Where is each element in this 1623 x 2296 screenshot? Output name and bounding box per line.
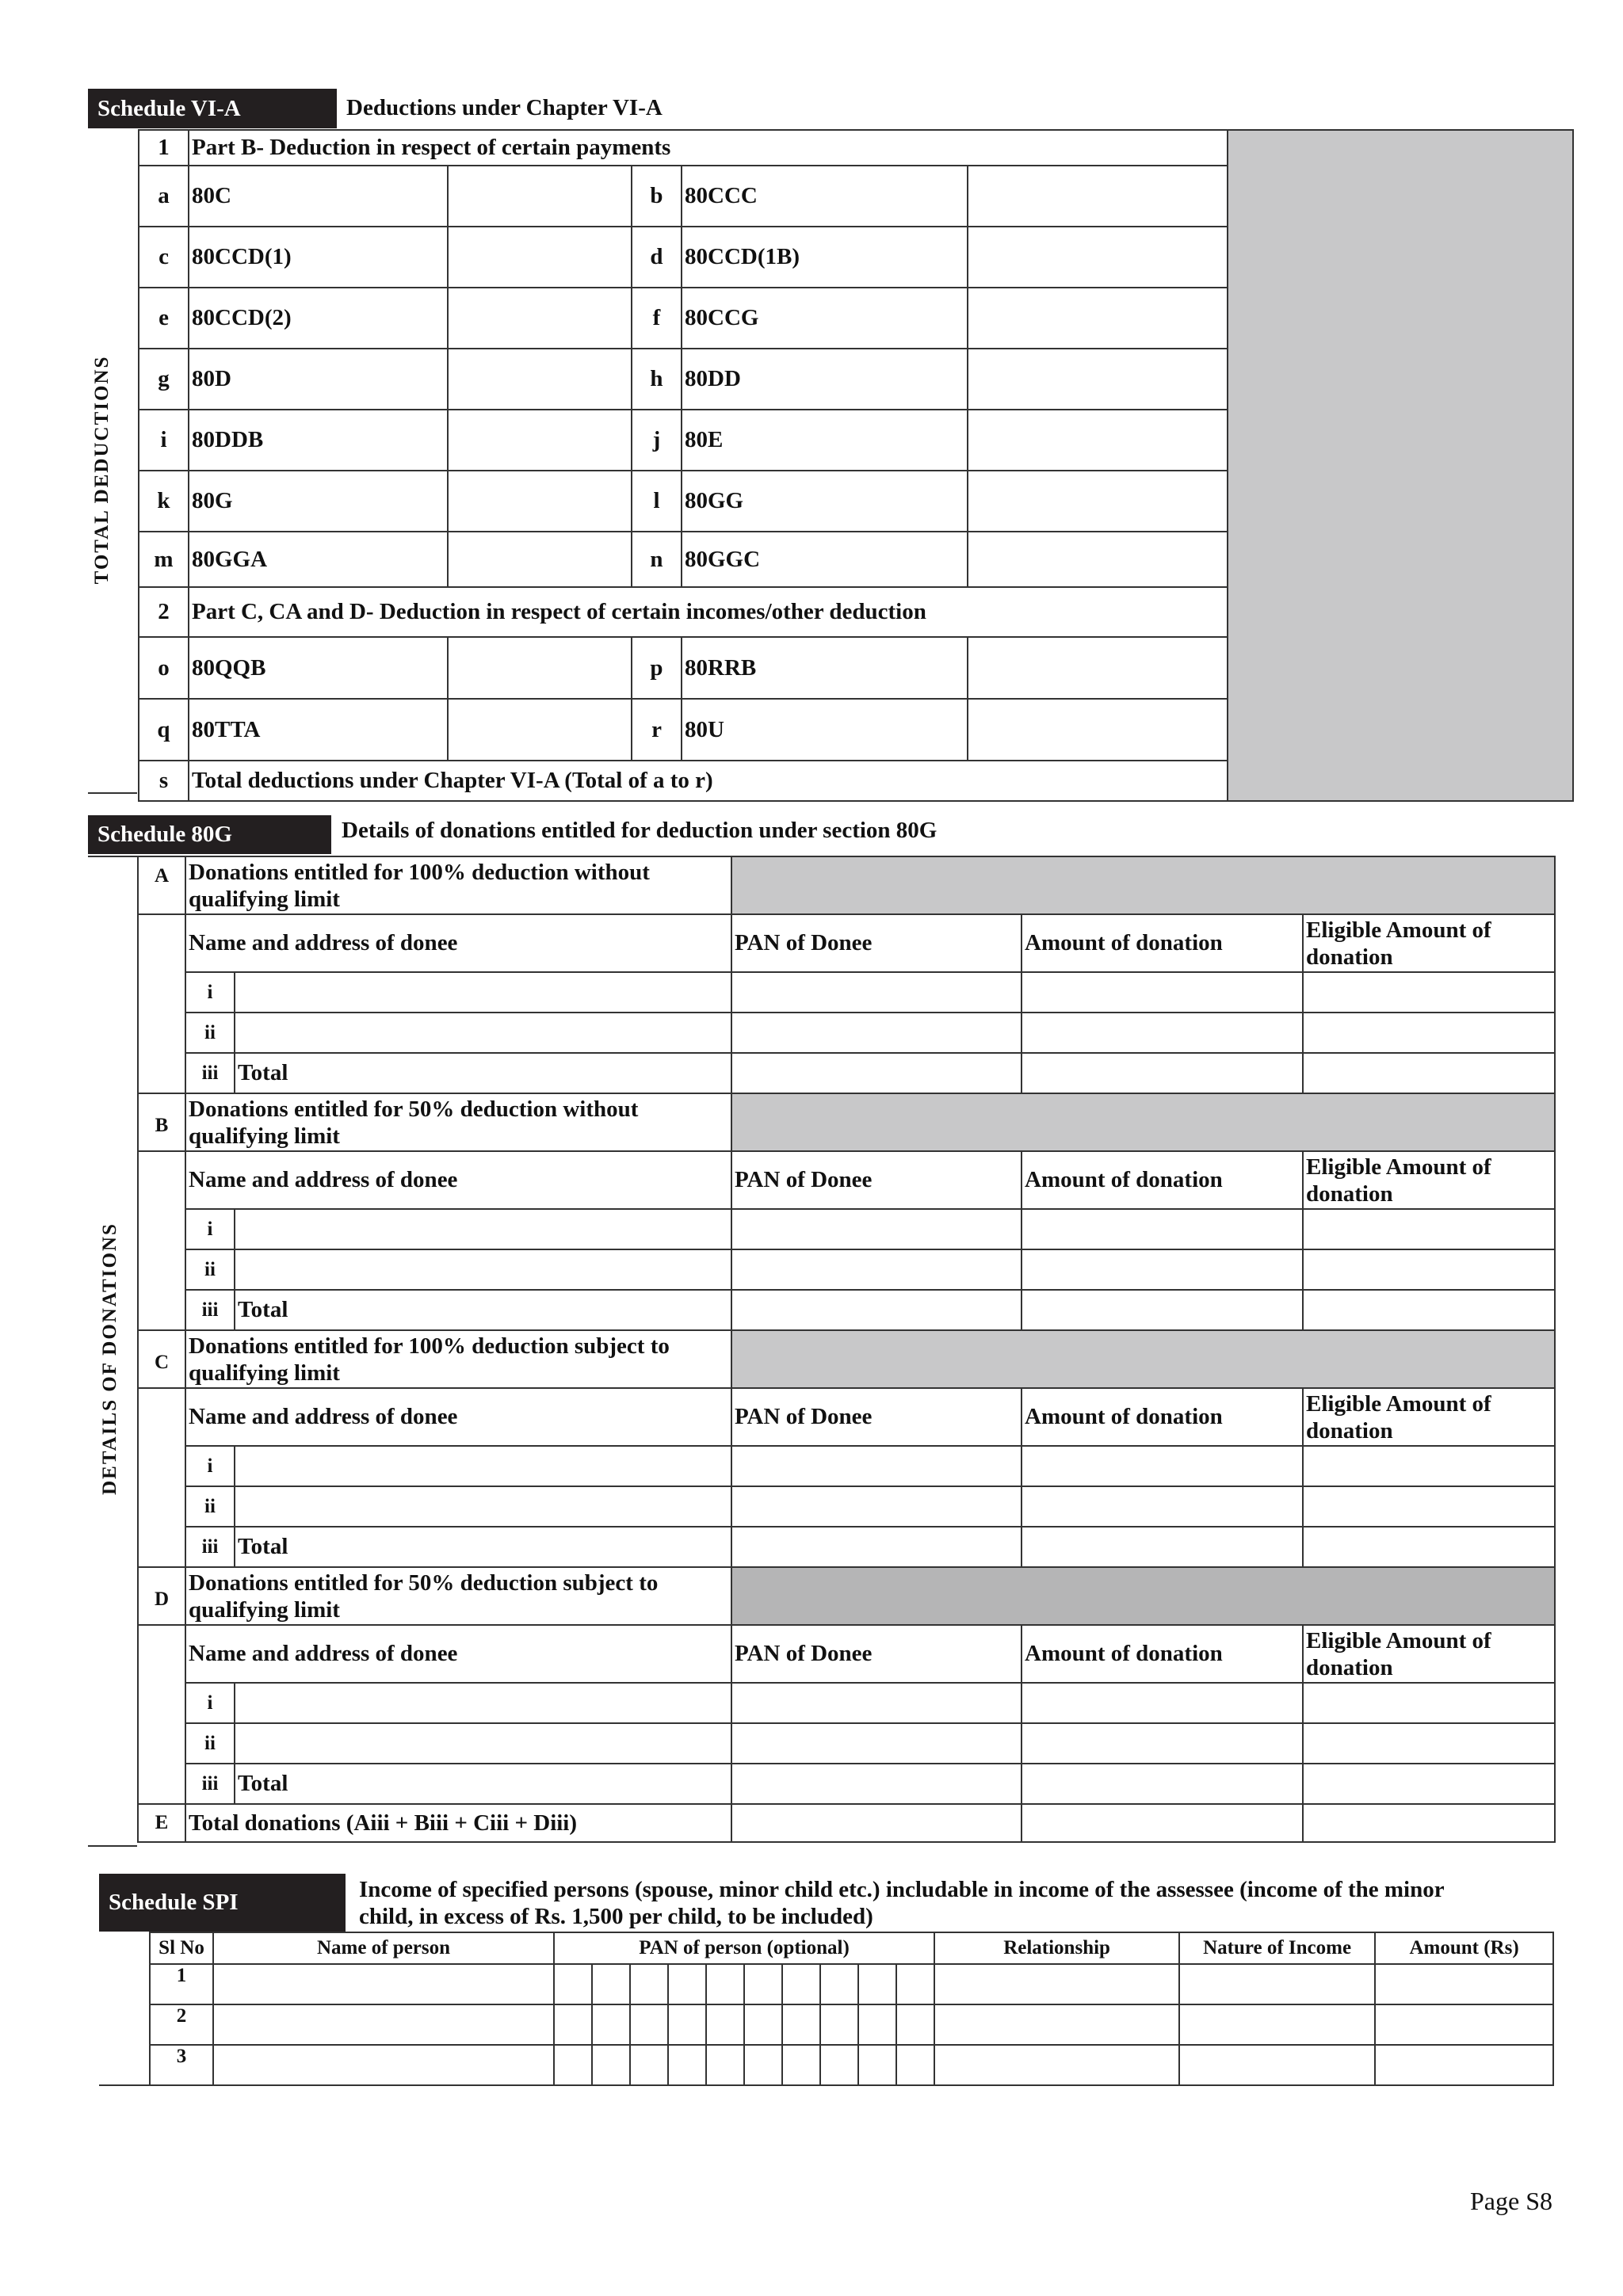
row-letter: n — [632, 532, 682, 587]
amount-field-80rrb[interactable] — [968, 637, 1228, 699]
row-label: i — [185, 1446, 235, 1486]
pan-total-field[interactable] — [731, 1764, 1022, 1804]
row-letter: h — [632, 349, 682, 410]
row-label: ii — [185, 1723, 235, 1764]
pan-char-box[interactable] — [668, 2045, 706, 2085]
amount-field[interactable] — [1022, 1013, 1303, 1053]
section-label: 80E — [682, 410, 968, 471]
section-label: 80U — [682, 699, 968, 761]
header-name: Name and address of donee — [185, 1388, 731, 1446]
row-letter: d — [632, 227, 682, 288]
total-letter: s — [139, 761, 189, 801]
amount-field-80gga[interactable] — [448, 532, 632, 587]
section-label: 80DD — [682, 349, 968, 410]
section-letter: B — [138, 1093, 185, 1151]
eligible-total-field[interactable] — [1303, 1527, 1555, 1567]
part1-num: 1 — [139, 130, 189, 166]
donee-name-field[interactable] — [235, 1683, 731, 1723]
amount-field-80ddb[interactable] — [448, 410, 632, 471]
pan-char-box[interactable] — [782, 2045, 820, 2085]
header-pan: PAN of person (optional) — [554, 1932, 934, 1964]
row-letter: m — [139, 532, 189, 587]
section-title: Donations entitled for 100% deduction without qualifying limit — [185, 856, 731, 914]
pan-char-box[interactable] — [820, 1964, 858, 2004]
donee-name-field[interactable] — [235, 1486, 731, 1527]
amount-field-80d[interactable] — [448, 349, 632, 410]
pan-char-box[interactable] — [592, 1964, 630, 2004]
section-label: 80GGA — [189, 532, 448, 587]
nature-field[interactable] — [1179, 2045, 1375, 2085]
pan-char-box[interactable] — [668, 1964, 706, 2004]
section-label: 80RRB — [682, 637, 968, 699]
pan-field[interactable] — [731, 1723, 1022, 1764]
section-label: 80CCD(2) — [189, 288, 448, 349]
amount-field[interactable] — [1022, 1683, 1303, 1723]
pan-field[interactable] — [731, 1683, 1022, 1723]
pan-char-box[interactable] — [554, 2045, 592, 2085]
total-label: Total — [235, 1290, 731, 1330]
amount-field-80ccg[interactable] — [968, 288, 1228, 349]
pan-char-box[interactable] — [744, 2004, 782, 2045]
row-letter: k — [139, 471, 189, 532]
donee-name-field[interactable] — [235, 1446, 731, 1486]
shaded-cell — [731, 1330, 1555, 1388]
amount-field-80c[interactable] — [448, 166, 632, 227]
donee-name-field[interactable] — [235, 1209, 731, 1249]
eligible-field[interactable] — [1303, 1209, 1555, 1249]
amount-field-80gg[interactable] — [968, 471, 1228, 532]
section-label: 80CCD(1) — [189, 227, 448, 288]
amount-field-80ggc[interactable] — [968, 532, 1228, 587]
schedule-via-tag: Schedule VI-A — [88, 89, 337, 128]
section-label: 80DDB — [189, 410, 448, 471]
amount-field[interactable] — [1022, 1249, 1303, 1290]
rule — [88, 1845, 137, 1847]
section-title: Donations entitled for 50% deduction without qualifying limit — [185, 1093, 731, 1151]
section-label: 80CCD(1B) — [682, 227, 968, 288]
header-name: Name and address of donee — [185, 1151, 731, 1209]
row-letter: l — [632, 471, 682, 532]
pan-field[interactable] — [731, 1486, 1022, 1527]
nature-field[interactable] — [1179, 1964, 1375, 2004]
pan-total-field[interactable] — [731, 1053, 1022, 1093]
amount-field-80ccd1[interactable] — [448, 227, 632, 288]
total-label: Total — [235, 1053, 731, 1093]
rule — [99, 2084, 149, 2086]
shaded-cell — [731, 1567, 1555, 1625]
schedule-80g-tag: Schedule 80G — [88, 815, 331, 854]
pan-char-box[interactable] — [744, 1964, 782, 2004]
via-table — [138, 129, 1574, 802]
header-sl: Sl No — [150, 1932, 213, 1964]
section-label: 80C — [189, 166, 448, 227]
pan-field[interactable] — [731, 1446, 1022, 1486]
person-name-field[interactable] — [213, 1964, 554, 2004]
pan-field[interactable] — [731, 1249, 1022, 1290]
total-deductions-label: TOTAL DEDUCTIONS — [91, 355, 113, 585]
pan-char-box[interactable] — [782, 1964, 820, 2004]
grand-total-pan-field[interactable] — [731, 1804, 1022, 1842]
spi-table — [149, 1932, 1554, 2086]
pan-char-box[interactable] — [896, 2004, 934, 2045]
donee-name-field[interactable] — [235, 1249, 731, 1290]
blank-cell — [138, 1388, 185, 1567]
section-label: 80CCG — [682, 288, 968, 349]
header-name: Name of person — [213, 1932, 554, 1964]
pan-char-box[interactable] — [706, 2004, 744, 2045]
amount-field[interactable] — [1375, 1964, 1553, 2004]
row-label: i — [185, 1209, 235, 1249]
row-letter: e — [139, 288, 189, 349]
total-label: Total deductions under Chapter VI-A (Total of a to r) — [189, 761, 1228, 801]
eligible-field[interactable] — [1303, 1249, 1555, 1290]
row-letter: q — [139, 699, 189, 761]
pan-char-box[interactable] — [706, 2045, 744, 2085]
sl-no: 1 — [150, 1964, 213, 2004]
pan-char-box[interactable] — [858, 2045, 896, 2085]
pan-char-box[interactable] — [858, 2004, 896, 2045]
section-label: 80D — [189, 349, 448, 410]
pan-char-box[interactable] — [820, 2045, 858, 2085]
section-title: Donations entitled for 100% deduction subject to qualifying limit — [185, 1330, 731, 1388]
schedule-spi-tag: Schedule SPI — [99, 1874, 346, 1932]
row-letter: g — [139, 349, 189, 410]
header-name: Name and address of donee — [185, 914, 731, 972]
person-name-field[interactable] — [213, 2045, 554, 2085]
blank-cell — [138, 914, 185, 1093]
eligible-field[interactable] — [1303, 972, 1555, 1013]
section-letter: A — [138, 856, 185, 914]
relationship-field[interactable] — [934, 1964, 1179, 2004]
pan-char-box[interactable] — [630, 2004, 668, 2045]
shaded-cell — [731, 856, 1555, 914]
schedule-spi-title: Income of specified persons (spouse, minor child etc.) includable in income of the assessee (income of the minor child, in excess of Rs. 1,500 per child, to be included) — [359, 1877, 1445, 1929]
row-label: ii — [185, 1013, 235, 1053]
blank-cell — [138, 1625, 185, 1804]
header-amount: Amount of donation — [1022, 1625, 1303, 1683]
rule — [88, 792, 137, 794]
relationship-field[interactable] — [934, 2004, 1179, 2045]
pan-field[interactable] — [731, 1209, 1022, 1249]
amount-field[interactable] — [1022, 972, 1303, 1013]
header-pan: PAN of Donee — [731, 1625, 1022, 1683]
header-amount: Amount (Rs) — [1375, 1932, 1553, 1964]
donations-table — [137, 856, 1556, 1843]
amount-field[interactable] — [1022, 1209, 1303, 1249]
row-label: i — [185, 1683, 235, 1723]
pan-char-box[interactable] — [554, 1964, 592, 2004]
section-label: 80GGC — [682, 532, 968, 587]
row-label: ii — [185, 1486, 235, 1527]
header-eligible: Eligible Amount of donation — [1303, 1151, 1555, 1209]
relationship-field[interactable] — [934, 2045, 1179, 2085]
pan-char-box[interactable] — [896, 1964, 934, 2004]
row-letter: r — [632, 699, 682, 761]
pan-char-box[interactable] — [592, 2004, 630, 2045]
sl-no: 3 — [150, 2045, 213, 2085]
row-letter: p — [632, 637, 682, 699]
pan-char-box[interactable] — [592, 2045, 630, 2085]
pan-char-box[interactable] — [858, 1964, 896, 2004]
sl-no: 2 — [150, 2004, 213, 2045]
pan-char-box[interactable] — [630, 1964, 668, 2004]
header-amount: Amount of donation — [1022, 1151, 1303, 1209]
shaded-cell — [731, 1093, 1555, 1151]
row-letter: o — [139, 637, 189, 699]
grand-total-letter: E — [138, 1804, 185, 1842]
eligible-total-field[interactable] — [1303, 1764, 1555, 1804]
eligible-total-field[interactable] — [1303, 1053, 1555, 1093]
pan-char-box[interactable] — [668, 2004, 706, 2045]
section-label: 80TTA — [189, 699, 448, 761]
amount-field-80ccd1b[interactable] — [968, 227, 1228, 288]
page-number: Page S8 — [1470, 2187, 1552, 2215]
header-pan: PAN of Donee — [731, 1388, 1022, 1446]
part1-label: Part B- Deduction in respect of certain payments — [189, 130, 1228, 166]
total-label: Total — [235, 1764, 731, 1804]
schedule-80g-title: Details of donations entitled for deduction under section 80G — [342, 818, 938, 843]
header-pan: PAN of Donee — [731, 914, 1022, 972]
eligible-field[interactable] — [1303, 1013, 1555, 1053]
header-relationship: Relationship — [934, 1932, 1179, 1964]
row-label: iii — [185, 1764, 235, 1804]
amount-field-80tta[interactable] — [448, 699, 632, 761]
grand-total-eligible-field[interactable] — [1303, 1804, 1555, 1842]
spacer — [99, 1932, 101, 2086]
row-letter: c — [139, 227, 189, 288]
pan-char-box[interactable] — [554, 2004, 592, 2045]
pan-total-field[interactable] — [731, 1527, 1022, 1567]
section-label: 80CCC — [682, 166, 968, 227]
pan-char-box[interactable] — [744, 2045, 782, 2085]
header-amount: Amount of donation — [1022, 1388, 1303, 1446]
amount-field-80ccc[interactable] — [968, 166, 1228, 227]
row-label: iii — [185, 1053, 235, 1093]
eligible-field[interactable] — [1303, 1486, 1555, 1527]
amount-field-80e[interactable] — [968, 410, 1228, 471]
amount-total-field[interactable] — [1022, 1053, 1303, 1093]
eligible-field[interactable] — [1303, 1446, 1555, 1486]
header-pan: PAN of Donee — [731, 1151, 1022, 1209]
row-label: ii — [185, 1249, 235, 1290]
pan-char-box[interactable] — [896, 2045, 934, 2085]
amount-field-80g[interactable] — [448, 471, 632, 532]
row-letter: i — [139, 410, 189, 471]
pan-total-field[interactable] — [731, 1290, 1022, 1330]
total-label: Total — [235, 1527, 731, 1567]
row-label: iii — [185, 1290, 235, 1330]
amount-total-field[interactable] — [1022, 1527, 1303, 1567]
pan-field[interactable] — [731, 1013, 1022, 1053]
row-letter: b — [632, 166, 682, 227]
amount-total-field[interactable] — [1022, 1290, 1303, 1330]
row-letter: f — [632, 288, 682, 349]
eligible-total-field[interactable] — [1303, 1290, 1555, 1330]
blank-cell — [138, 1151, 185, 1330]
grand-total-label: Total donations (Aiii + Biii + Ciii + Diii) — [185, 1804, 731, 1842]
amount-field[interactable] — [1022, 1446, 1303, 1486]
eligible-field[interactable] — [1303, 1683, 1555, 1723]
part2-label: Part C, CA and D- Deduction in respect of certain incomes/other deduction — [189, 587, 1228, 637]
donee-name-field[interactable] — [235, 1723, 731, 1764]
schedule-via-title: Deductions under Chapter VI-A — [346, 95, 663, 120]
amount-field[interactable] — [1375, 2045, 1553, 2085]
shaded-area — [1228, 130, 1573, 801]
person-name-field[interactable] — [213, 2004, 554, 2045]
donee-name-field[interactable] — [235, 972, 731, 1013]
pan-char-box[interactable] — [782, 2004, 820, 2045]
section-label: 80G — [189, 471, 448, 532]
header-eligible: Eligible Amount of donation — [1303, 1625, 1555, 1683]
part2-num: 2 — [139, 587, 189, 637]
header-eligible: Eligible Amount of donation — [1303, 914, 1555, 972]
nature-field[interactable] — [1179, 2004, 1375, 2045]
amount-total-field[interactable] — [1022, 1764, 1303, 1804]
pan-char-box[interactable] — [630, 2045, 668, 2085]
section-letter: D — [138, 1567, 185, 1625]
amount-field-80qqb[interactable] — [448, 637, 632, 699]
header-eligible: Eligible Amount of donation — [1303, 1388, 1555, 1446]
details-of-donations-label: DETAILS OF DONATIONS — [99, 1222, 120, 1495]
header-name: Name and address of donee — [185, 1625, 731, 1683]
section-label: 80GG — [682, 471, 968, 532]
grand-total-amount-field[interactable] — [1022, 1804, 1303, 1842]
donee-name-field[interactable] — [235, 1013, 731, 1053]
rule — [88, 856, 137, 857]
eligible-field[interactable] — [1303, 1723, 1555, 1764]
section-title: Donations entitled for 50% deduction subject to qualifying limit — [185, 1567, 731, 1625]
row-letter: j — [632, 410, 682, 471]
amount-field[interactable] — [1375, 2004, 1553, 2045]
pan-char-box[interactable] — [820, 2004, 858, 2045]
header-amount: Amount of donation — [1022, 914, 1303, 972]
amount-field[interactable] — [1022, 1486, 1303, 1527]
section-letter: C — [138, 1330, 185, 1388]
amount-field[interactable] — [1022, 1723, 1303, 1764]
amount-field-80ccd2[interactable] — [448, 288, 632, 349]
pan-field[interactable] — [731, 972, 1022, 1013]
row-label: i — [185, 972, 235, 1013]
header-nature: Nature of Income — [1179, 1932, 1375, 1964]
section-label: 80QQB — [189, 637, 448, 699]
amount-field-80dd[interactable] — [968, 349, 1228, 410]
row-label: iii — [185, 1527, 235, 1567]
row-letter: a — [139, 166, 189, 227]
pan-char-box[interactable] — [706, 1964, 744, 2004]
amount-field-80u[interactable] — [968, 699, 1228, 761]
